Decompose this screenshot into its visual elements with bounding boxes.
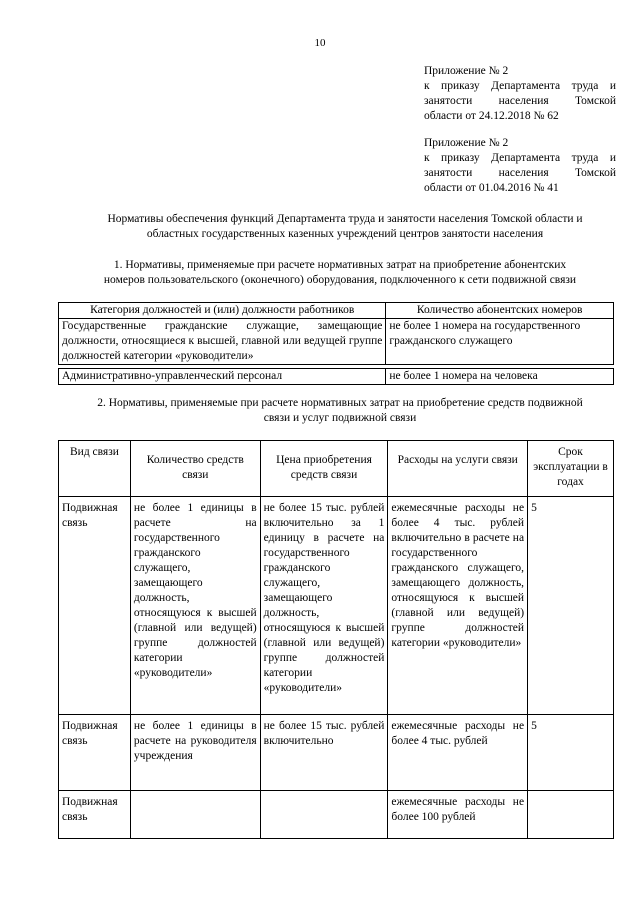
table-row bbox=[59, 791, 614, 839]
table-cell: Подвижная связь bbox=[59, 791, 131, 839]
table-cell: не более 15 тыс. рублей включительно bbox=[260, 715, 388, 791]
appendix-line: к приказу Департамента труда и bbox=[424, 80, 616, 92]
document-title-line: Нормативы обеспечения функций Департамента труда и занятости населения Томской области и bbox=[107, 213, 583, 225]
table-cell: ежемесячные расходы не более 100 рублей bbox=[388, 791, 528, 839]
table-cell: не более 1 номера на государственного гражданского служащего bbox=[386, 319, 614, 365]
table-cell: не более 1 номера на человека bbox=[386, 369, 614, 385]
page-number: 10 bbox=[314, 37, 326, 49]
appendix-line: к приказу Департамента труда и bbox=[424, 152, 616, 164]
table-cell: не более 15 тыс. рублей включительно за 1 единицу в расчете на государственного гражданского служащего, замещающего должность, относящуюся к высшей (главной или ведущей) группе должностей категории «руководители» bbox=[260, 497, 388, 715]
section2-heading bbox=[60, 396, 620, 426]
table-cell: Административно-управленческий персонал bbox=[59, 369, 386, 385]
document-title-line: областных государственных казенных учреждений центров занятости населения bbox=[146, 228, 544, 240]
table-cell: 5 bbox=[528, 497, 614, 715]
table-row bbox=[59, 319, 614, 365]
table-cell: Государственные гражданские служащие, замещающие должности, относящиеся к высшей, главной или ведущей группе должностей категории «руководители» bbox=[59, 319, 386, 365]
table-cell: Подвижная связь bbox=[59, 497, 131, 715]
table-cell: не более 1 единицы в расчете на государственного гражданского служащего, замещающего должность, относящуюся к высшей (главной или ведущей) группе должностей категории «руководители» bbox=[130, 497, 260, 715]
column-header: Количество средств связи bbox=[130, 441, 260, 497]
table-cell bbox=[130, 791, 260, 839]
column-header: Расходы на услуги связи bbox=[388, 441, 528, 497]
table-cell: Подвижная связь bbox=[59, 715, 131, 791]
subscriber-numbers-table bbox=[58, 302, 614, 385]
table-header-row bbox=[59, 441, 614, 497]
table-cell bbox=[528, 791, 614, 839]
table-cell: ежемесячные расходы не более 4 тыс. рублей включительно в расчете на государственного гражданского служащего, замещающего должность, относящуюся к высшей (главной или ведущей) группе должностей категории «руководители» bbox=[388, 497, 528, 715]
section2-heading-line: 2. Нормативы, применяемые при расчете нормативных затрат на приобретение средств подвижной bbox=[97, 397, 583, 409]
appendix-line: занятости населения Томской bbox=[424, 167, 616, 179]
appendix-title: Приложение № 2 bbox=[424, 65, 509, 77]
section1-heading-line: 1. Нормативы, применяемые при расчете нормативных затрат на приобретение абонентских bbox=[113, 259, 567, 271]
table-cell: не более 1 единицы в расчете на руководителя учреждения bbox=[130, 715, 260, 791]
section2-heading-line: связи и услуг подвижной связи bbox=[263, 412, 417, 424]
table-cell bbox=[260, 791, 388, 839]
section1-heading bbox=[60, 258, 620, 288]
table-header-row bbox=[59, 303, 614, 319]
table-row bbox=[59, 369, 614, 385]
section1-heading-line: номеров пользовательского (оконечного) оборудования, подключенного к сети подвижной связи bbox=[103, 274, 577, 286]
appendix-title: Приложение № 2 bbox=[424, 137, 509, 149]
appendix-line: области от 24.12.2018 № 62 bbox=[424, 110, 559, 122]
table-row bbox=[59, 715, 614, 791]
appendix-block-previous bbox=[424, 136, 616, 196]
column-header: Категория должностей и (или) должности работников bbox=[59, 303, 386, 319]
column-header: Количество абонентских номеров bbox=[386, 303, 614, 319]
column-header: Цена приобретения средств связи bbox=[260, 441, 388, 497]
appendix-block-current bbox=[424, 64, 616, 124]
mobile-communication-table bbox=[58, 440, 614, 839]
column-header: Срок эксплуатации в годах bbox=[528, 441, 614, 497]
column-header: Вид связи bbox=[59, 441, 131, 497]
appendix-line: области от 01.04.2016 № 41 bbox=[424, 182, 559, 194]
table-cell: ежемесячные расходы не более 4 тыс. рублей bbox=[388, 715, 528, 791]
table-cell: 5 bbox=[528, 715, 614, 791]
appendix-line: занятости населения Томской bbox=[424, 95, 616, 107]
table-row bbox=[59, 497, 614, 715]
document-title bbox=[60, 212, 630, 242]
